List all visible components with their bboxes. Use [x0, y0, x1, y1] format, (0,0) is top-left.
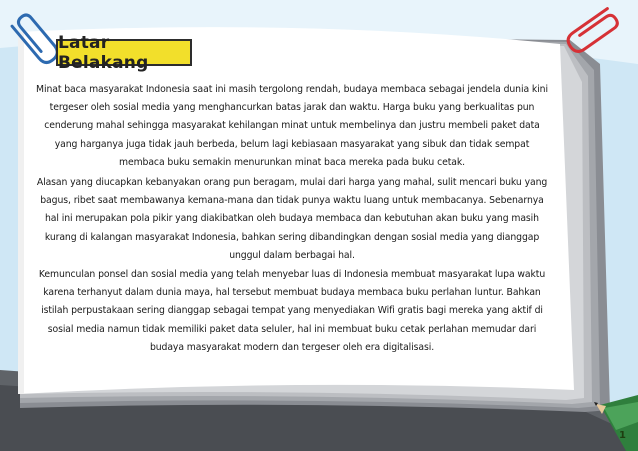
paragraph-text: Minat baca masyarakat Indonesia saat ini masih tergolong rendah, budaya membaca sebagai jendela dunia kini tergeser oleh sosial media yang menghancurkan batas jarak dan waktu. Harga buku yang berkualitas pun cenderung mahal sehingga masyarakat kehilangan minat untuk membelinya dan justru membeli paket data yang harganya juga tidak jauh berbeda, belum lagi kebiasaan masyarakat yang sibuk dan tidak sempat membaca buku semakin menurunkan minat baca mereka pada buku cetak.	[36, 84, 548, 168]
paragraph-text: Alasan yang diucapkan kebanyakan orang pun beragam, mulai dari harga yang mahal, sulit mencari buku yang bagus, ribet saat membawanya kemana-mana dan tidak punya waktu luang untuk membacanya. Sebenarnya hal ini merupakan pola pikir yang diakibatkan oleh budaya membaca dan kebutuhan akan buku yang masih kurang di kalangan masyarakat Indonesia, bahkan sering dibandingkan dengan sosial media yang dianggap unggul dalam berbagai hal.	[36, 177, 548, 261]
page-heading: Latar Belakang	[58, 32, 149, 73]
paragraph-2	[32, 174, 552, 265]
heading-badge	[56, 32, 192, 73]
paragraph-text: Kemunculan ponsel dan sosial media yang telah menyebar luas di Indonesia membuat masyarakat lupa waktu karena terhanyut dalam dunia maya, hal tersebut membuat budaya membaca buku perlahan luntur. Bahkan istilah perpustakaan sering dianggap sebagai tempat yang menyediakan Wifi gratis bagi mereka yang aktif di sosial media namun tidak memiliki paket data seluler, hal ini membuat buku cetak perlahan memudar dari budaya masyarakat modern dan tergeser oleh era digitalisasi.	[38, 269, 546, 353]
paragraph-3	[32, 266, 552, 357]
paragraph-1	[32, 81, 552, 172]
page-number: 1	[619, 430, 626, 441]
